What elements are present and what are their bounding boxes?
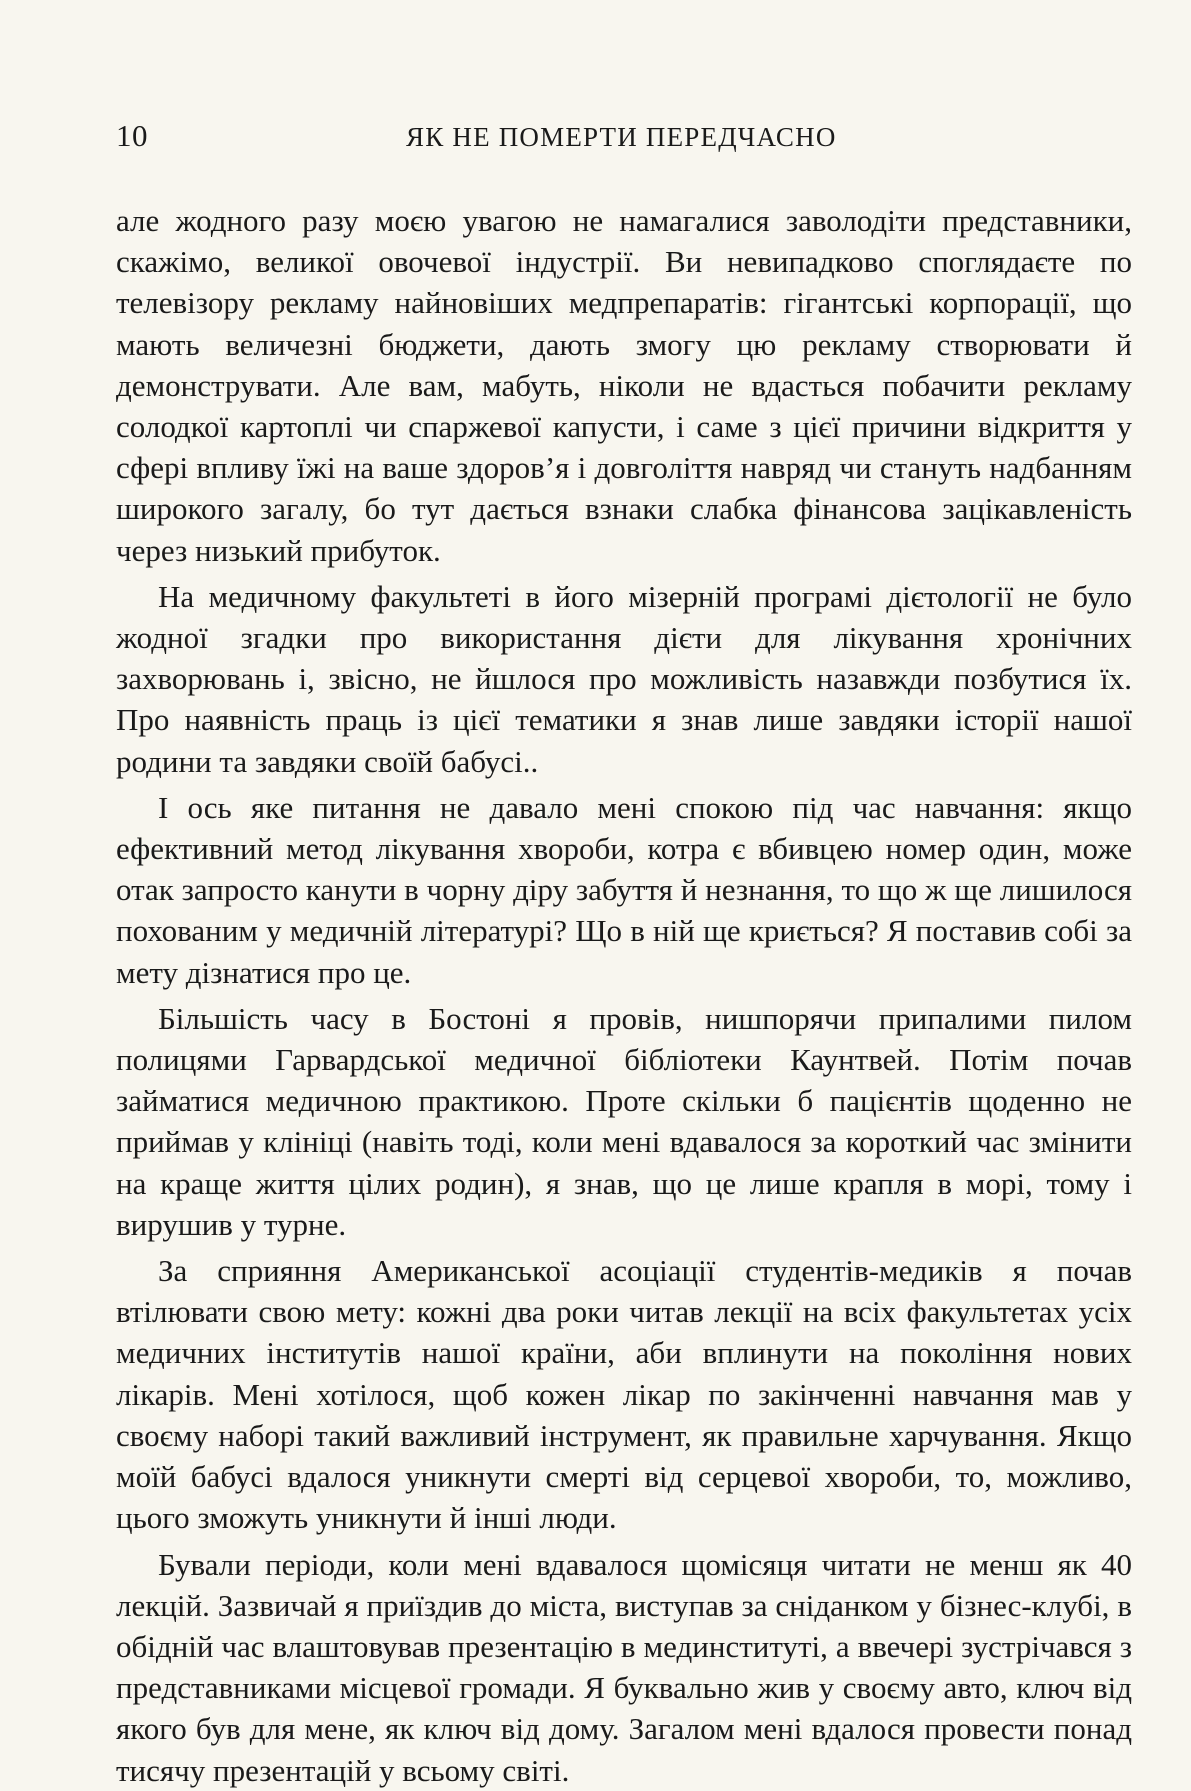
paragraph-3: І ось яке питання не давало мені спокою під час навчання: якщо ефективний метод лікування хвороби, котра є вбивцею номер один, може отак запросто канути в чорну діру забуття й незнання, то що ж ще лишилося похованим у медичній літературі? Що в ній ще криється? Я поставив собі за мету дізнатися про це. bbox=[116, 789, 1132, 990]
paragraph-1: але жодного разу моєю увагою не намагалися заволодіти представники, скажімо, великої овочевої індустрії. Ви невипадково споглядаєте по телевізору рекламу найновіших медпрепаратів: гігантські корпорації, що мають величезні бюджети, дають змогу цю рекламу створювати й демонструвати. Але вам, мабуть, ніколи не вдасться побачити рекламу солодкої картоплі чи спаржевої капусти, і саме з цієї причини відкриття у сфері впливу їжі на ваше здоров’я і довголіття навряд чи стануть надбанням широкого загалу, бо тут дається взнаки слабка фінансова зацікавленість через низький прибуток. bbox=[116, 203, 1132, 568]
body-text bbox=[116, 200, 1132, 1791]
paragraph-2: На медичному факультеті в його мізерній програмі дієтології не було жодної згадки про використання дієти для лікування хронічних захворювань і, звісно, не йшлося про можливість назавжди позбутися їх. Про наявність праць із цієї тематики я знав лише завдяки історії нашої родини та завдяки своїй бабусі.. bbox=[116, 578, 1132, 779]
paragraph-5: За сприяння Американської асоціації студентів-медиків я почав втілювати свою мету: кожні два роки читав лекції на всіх факультетах усіх медичних інститутів нашої країни, аби вплинути на покоління нових лікарів. Мені хотілося, щоб кожен лікар по закінченні навчання мав у своєму наборі такий важливий інструмент, як правильне харчування. Якщо моїй бабусі вдалося уникнути смерті від серцевої хвороби, то, можливо, цього зможуть уникнути й інші люди. bbox=[116, 1253, 1132, 1536]
page-number: 10 bbox=[116, 118, 148, 153]
paragraph-6: Бували періоди, коли мені вдавалося щомісяця читати не менш як 40 лекцій. Зазвичай я приїздив до міста, виступав за сніданком у бізнес-клубі, в обідній час влаштовував презентацію в мединституті, а ввечері зустрічався з представниками місцевої громади. Я буквально жив у своєму авто, ключ від якого був для мене, як ключ від дому. Загалом мені вдалося провести понад тисячу презентацій у всьому світі. bbox=[116, 1546, 1132, 1788]
paragraph-4: Більшість часу в Бостоні я провів, нишпорячи припалими пилом полицями Гарвардської медичної бібліотеки Каунтвей. Потім почав займатися медичною практикою. Проте скільки б пацієнтів щоденно не приймав у клініці (навіть тоді, коли мені вдавалося за короткий час змінити на краще життя цілих родин), я знав, що це лише крапля в морі, тому і вирушив у турне. bbox=[116, 1000, 1132, 1242]
running-head: ЯК НЕ ПОМЕРТИ ПЕРЕДЧАСНО bbox=[406, 122, 837, 152]
